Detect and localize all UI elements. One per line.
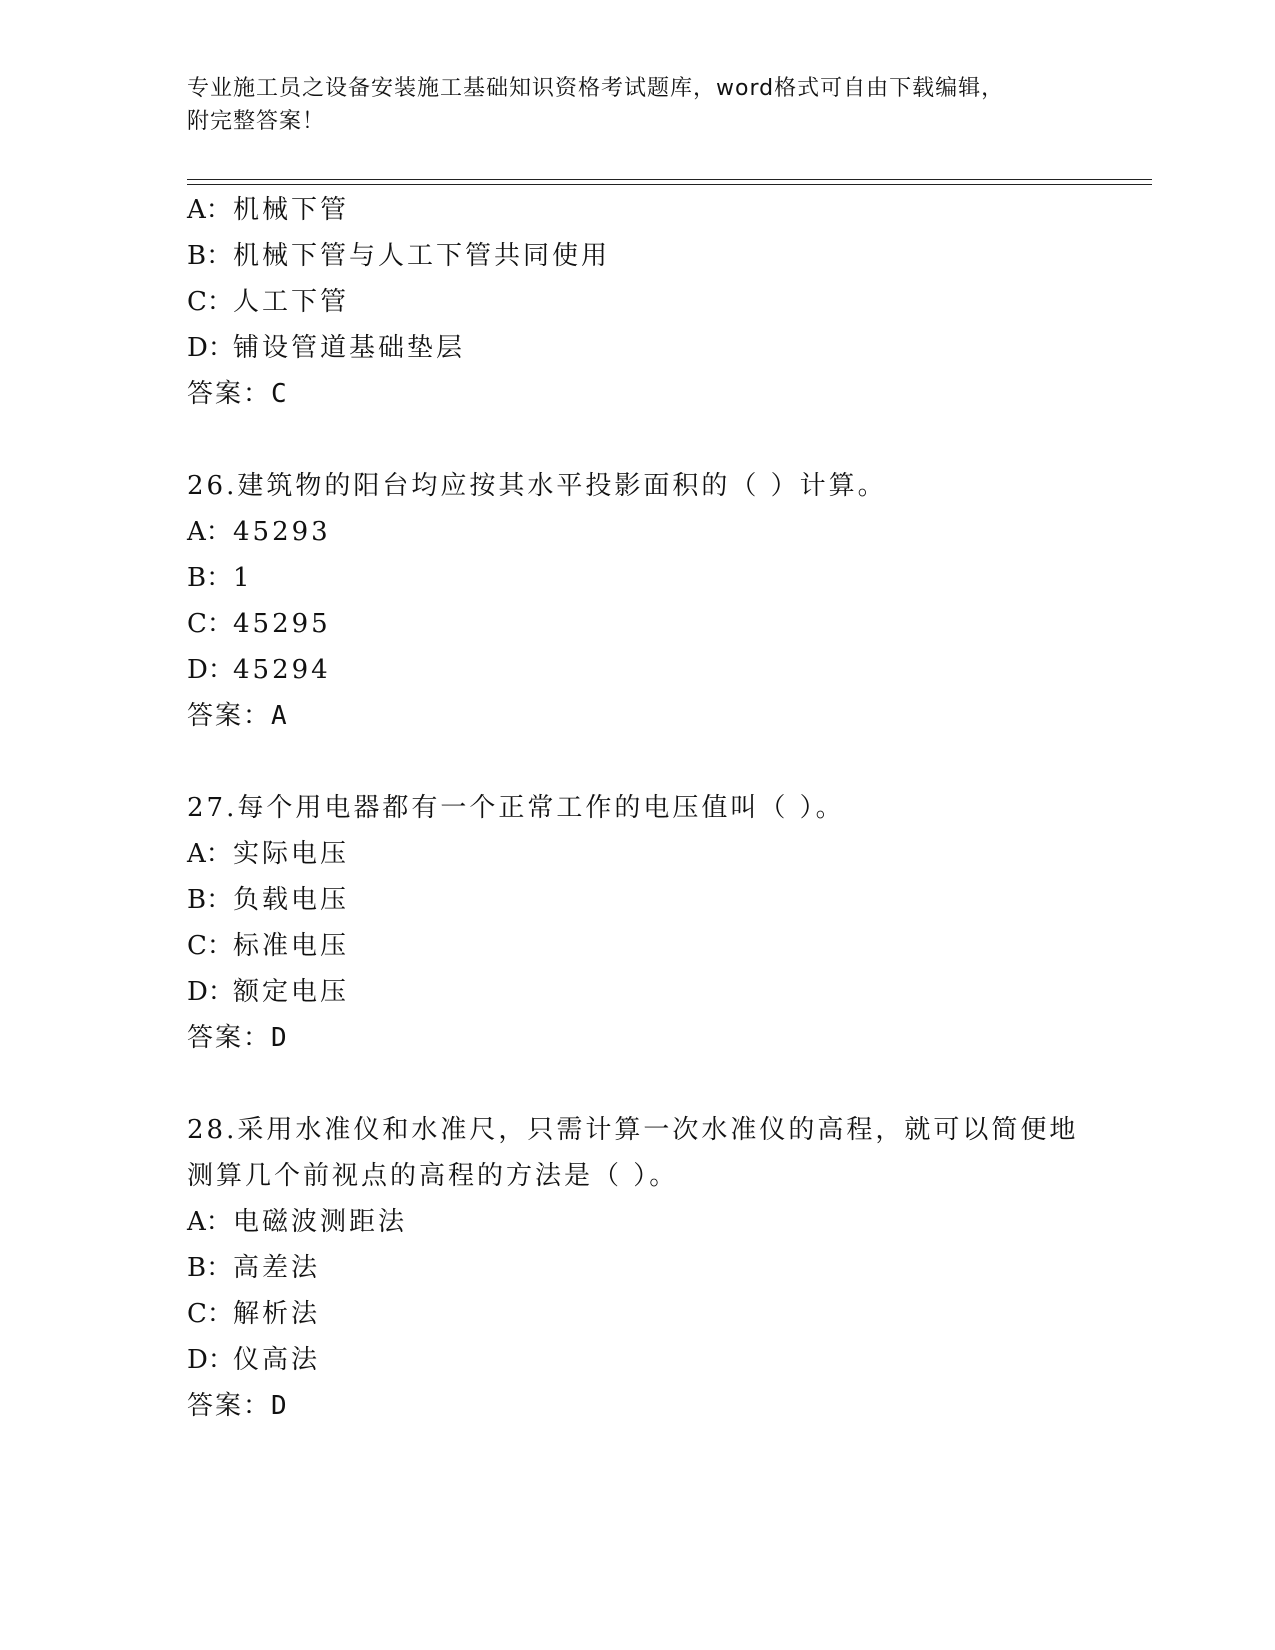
header-divider-top (187, 179, 1152, 180)
option-text: 解析法 (233, 1299, 321, 1329)
option-text: 1 (233, 563, 253, 593)
question-27 (187, 785, 1087, 1061)
question-28 (187, 1107, 1087, 1429)
option-text: 机械下管 (233, 195, 350, 225)
spacer (187, 739, 1087, 785)
answer-value: C (271, 379, 289, 409)
option-label: A： (187, 839, 232, 869)
option-label: A： (187, 1207, 232, 1237)
question-25 (187, 187, 1087, 417)
answer-line (187, 371, 1087, 417)
option-text: 45294 (233, 655, 331, 685)
answer-label: 答案： (187, 1023, 272, 1053)
question-text-line-2: 测算几个前视点的高程的方法是（ ）。 (187, 1161, 679, 1191)
option-label: A： (187, 517, 232, 547)
answer-line (187, 1383, 1087, 1429)
answer-label: 答案： (187, 1391, 272, 1421)
answer-value: D (271, 1023, 289, 1053)
option-d (187, 325, 1087, 371)
option-d (187, 969, 1087, 1015)
option-label: D： (187, 977, 234, 1007)
answer-label: 答案： (187, 701, 272, 731)
option-text: 实际电压 (233, 839, 350, 869)
answer-line (187, 1015, 1087, 1061)
option-label: C： (187, 609, 233, 639)
spacer (187, 1061, 1087, 1107)
option-label: D： (187, 655, 234, 685)
option-c (187, 279, 1087, 325)
option-label: B： (187, 1253, 233, 1283)
option-b (187, 555, 1087, 601)
option-text: 高差法 (233, 1253, 321, 1283)
option-label: B： (187, 885, 233, 915)
option-label: D： (187, 333, 234, 363)
option-text: 仪高法 (233, 1345, 321, 1375)
spacer (187, 417, 1087, 463)
option-text: 铺设管道基础垫层 (233, 333, 466, 363)
option-d (187, 1337, 1087, 1383)
option-label: B： (187, 563, 233, 593)
header-line-2: 附完整答案！ (187, 109, 326, 134)
question-text: 26.建筑物的阳台均应按其水平投影面积的（ ）计算。 (187, 471, 887, 501)
option-text: 负载电压 (233, 885, 350, 915)
option-text: 机械下管与人工下管共同使用 (233, 241, 611, 271)
question-text-line-1: 28.采用水准仪和水准尺，只需计算一次水准仪的高程，就可以简便地 (187, 1115, 1079, 1145)
option-a (187, 187, 1087, 233)
option-d (187, 647, 1087, 693)
question-list (187, 187, 1087, 1429)
option-label: C： (187, 287, 233, 317)
option-c (187, 1291, 1087, 1337)
option-label: D： (187, 1345, 234, 1375)
option-c (187, 601, 1087, 647)
option-text: 45293 (233, 517, 331, 547)
option-c (187, 923, 1087, 969)
option-label: C： (187, 931, 233, 961)
option-b (187, 233, 1087, 279)
answer-value: D (271, 1391, 289, 1421)
option-text: 标准电压 (233, 931, 350, 961)
option-a (187, 831, 1087, 877)
option-text: 额定电压 (233, 977, 350, 1007)
option-a (187, 1199, 1087, 1245)
answer-label: 答案： (187, 379, 272, 409)
option-b (187, 877, 1087, 923)
answer-value: A (271, 701, 289, 731)
header-divider-bottom (187, 184, 1152, 185)
option-b (187, 1245, 1087, 1291)
answer-line (187, 693, 1087, 739)
option-label: A： (187, 195, 232, 225)
option-text: 电磁波测距法 (233, 1207, 408, 1237)
option-label: B： (187, 241, 233, 271)
option-a (187, 509, 1087, 555)
question-text: 27.每个用电器都有一个正常工作的电压值叫（ ）。 (187, 793, 845, 823)
header-line-1: 专业施工员之设备安装施工基础知识资格考试题库，word格式可自由下载编辑， (187, 76, 1005, 101)
option-text: 45295 (233, 609, 331, 639)
option-label: C： (187, 1299, 233, 1329)
page-header (187, 72, 1087, 138)
option-text: 人工下管 (233, 287, 350, 317)
question-26 (187, 463, 1087, 739)
